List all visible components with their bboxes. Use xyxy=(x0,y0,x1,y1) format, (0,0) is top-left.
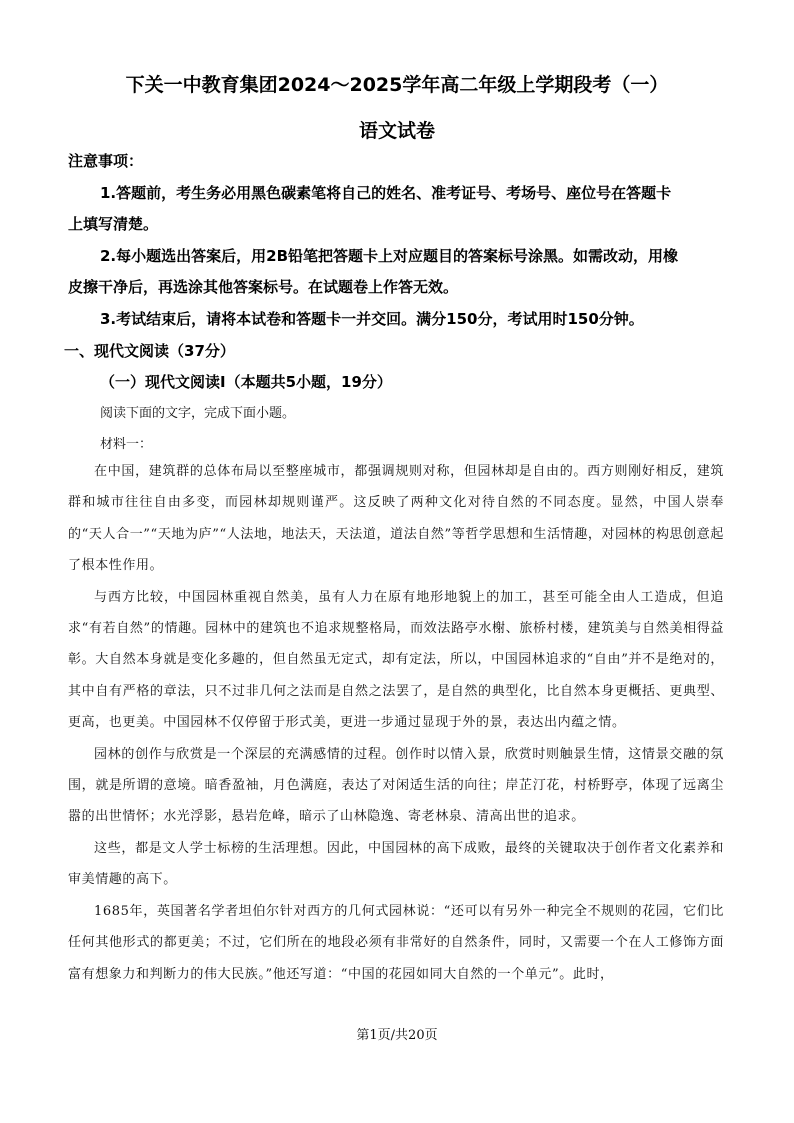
material-paragraph-4: 这些，都是文人学士标榜的生活理想。因此，中国园林的高下成败，最终的关键取决于创作者文化素养和审美情趣的高下。 xyxy=(68,840,724,888)
notice-item-1-line-2: 上填写清楚。 xyxy=(68,215,159,233)
notice-item-2-line-1: 2.每小题选出答案后，用2B铅笔把答题卡上对应题目的答案标号涂黑。如需改动，用橡 xyxy=(100,247,679,265)
notice-item-3: 3.考试结束后，请将本试卷和答题卡一并交回。满分150分，考试用时150分钟。 xyxy=(100,310,644,328)
material-body xyxy=(68,456,724,990)
material-paragraph-3: 园林的创作与欣赏是一个深层的充满感情的过程。创作时以情入景，欣赏时则触景生情，这情景交融的氛围，就是所谓的意境。暗香盈袖，月色满庭，表达了对闲适生活的向往；岸芷汀花，村桥野亭，体现了远离尘嚣的出世情怀；水光浮影，悬岩危峰，暗示了山林隐逸、寄老林泉、清高出世的追求。 xyxy=(68,746,724,825)
notice-item-2-line-2: 皮擦干净后，再选涂其他答案标号。在试题卷上作答无效。 xyxy=(68,278,459,296)
section-subheading: （一）现代文阅读Ⅰ（本题共5小题，19分） xyxy=(100,373,392,391)
reading-instruction: 阅读下面的文字，完成下面小题。 xyxy=(100,406,296,421)
notice-heading: 注意事项： xyxy=(68,152,144,170)
notice-item-1-line-1: 1.答题前，考生务必用黑色碳素笔将自己的姓名、准考证号、考场号、座位号在答题卡 xyxy=(100,184,672,202)
material-paragraph-1: 在中国，建筑群的总体布局以至整座城市，都强调规则对称，但园林却是自由的。西方则刚好相反，建筑群和城市往往自由多变，而园林却规则谨严。这反映了两种文化对待自然的不同态度。显然，中国人崇奉的“天人合一”“天地为庐”“人法地，地法天，天法道，道法自然”等哲学思想和生活情趣，对园林的构思创意起了根本性作用。 xyxy=(68,464,724,574)
exam-title: 下关一中教育集团2024～2025学年高二年级上学期段考（一） xyxy=(125,74,669,96)
material-label: 材料一： xyxy=(100,437,153,452)
exam-subtitle: 语文试卷 xyxy=(358,120,435,142)
material-paragraph-5: 1685年，英国著名学者坦伯尔针对西方的几何式园林说：“还可以有另外一种完全不规则的花园，它们比任何其他形式的都更美；不过，它们所在的地段必须有非常好的自然条件，同时，又需要一个在人工修饰方面富有想象力和判断力的伟大民族。”他还写道：“中国的花园如同大自然的一个单元”。此时， xyxy=(68,903,724,982)
section-heading: 一、现代文阅读（37分） xyxy=(64,342,235,360)
page-number: 第1页/共20页 xyxy=(356,1028,438,1043)
material-paragraph-2: 与西方比较，中国园林重视自然美，虽有人力在原有地形地貌上的加工，甚至可能全由人工造成，但追求“有若自然”的情趣。园林中的建筑也不追求规整格局，而效法路亭水榭、旅桥村楼，建筑美与自然美相得益彰。大自然本身就是变化多趣的，但自然虽无定式，却有定法，所以，中国园林追求的“自由”并不是绝对的，其中自有严格的章法，只不过非几何之法而是自然之法罢了，是自然的典型化，比自然本身更概括、更典型、更高，也更美。中国园林不仅停留于形式美，更进一步通过显现于外的景，表达出内蕴之情。 xyxy=(68,589,724,731)
